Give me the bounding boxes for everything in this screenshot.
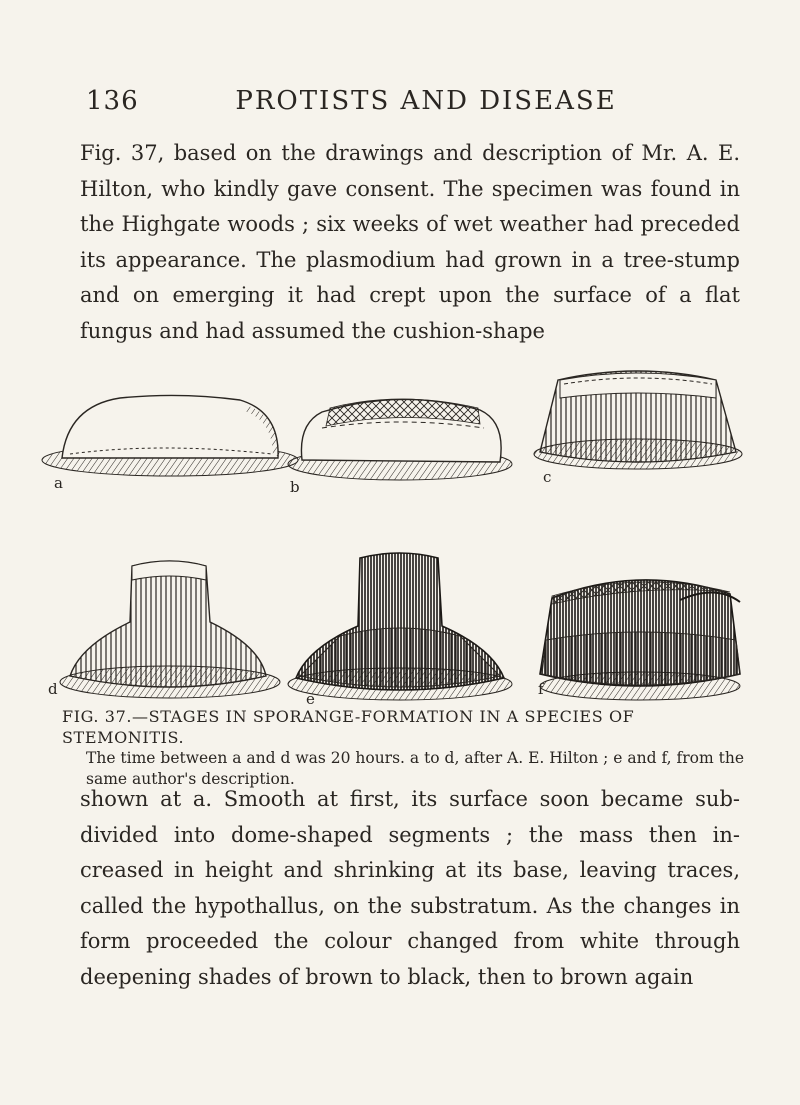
panel-label-a: a xyxy=(54,474,63,492)
paragraph-top: Fig. 37, based on the drawings and description of Mr. A. E. Hilton, who kindly gave consent. The specimen was found in the Highgate woods ; six weeks of wet weather had preceded its appearance. The plasmodium had grown in a tree-stump and on emerging it had crept upon the surface of a flat fungus and had assumed the cushion-shape xyxy=(80,141,740,343)
page-number: 136 xyxy=(86,86,139,116)
panel-a-cushion xyxy=(42,395,298,492)
panel-f-expanding xyxy=(538,580,740,700)
panel-b-segmented xyxy=(288,399,512,496)
figure-caption xyxy=(62,706,752,790)
panel-label-b: b xyxy=(290,478,300,496)
paragraph-bottom: shown at a. Smooth at first, its surface soon became sub-divided into dome-shaped segments ; the mass then in-creased in height and shrinking at its base, leaving traces, called the hypothallus, on the substratum. As the changes in form proceeded the colour changed from white through deepening shades of brown to black, then to brown again xyxy=(80,787,740,989)
panel-c-column xyxy=(534,371,742,486)
panel-label-e: e xyxy=(306,690,315,708)
panel-label-f: f xyxy=(538,680,544,698)
panel-label-c: c xyxy=(543,468,552,486)
running-head xyxy=(86,86,716,122)
running-title: PROTISTS AND DISEASE xyxy=(235,86,617,116)
figure-37 xyxy=(40,358,760,710)
panel-e-dark xyxy=(288,553,512,708)
panel-d-tall xyxy=(48,561,280,698)
panel-label-d: d xyxy=(48,680,58,698)
caption-title: FIG. 37.—STAGES IN SPORANGE-FORMATION IN A SPECIES OF STEMONITIS. xyxy=(62,707,635,747)
caption-description: The time between a and d was 20 hours. a to d, after A. E. Hilton ; e and f, from the same author's description. xyxy=(86,749,745,788)
